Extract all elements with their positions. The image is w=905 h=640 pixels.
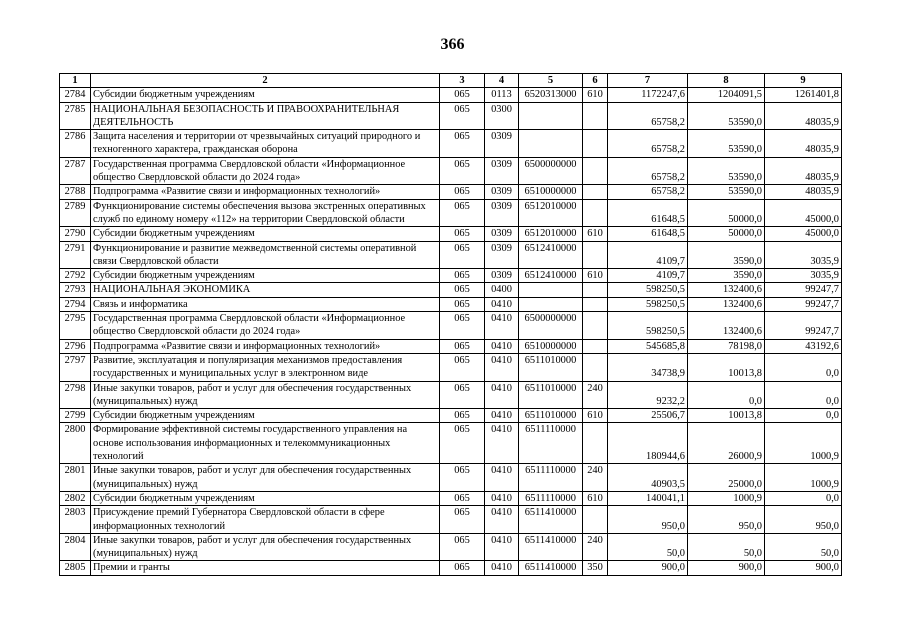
row-name: Развитие, эксплуатация и популяризация механизмов предоставления государственных и муниципальных услуг в электронном виде <box>91 353 440 381</box>
amount-col8: 50,0 <box>688 533 765 561</box>
row-name: Иные закупки товаров, работ и услуг для обеспечения государственных (муниципальных) нужд <box>91 533 440 561</box>
code-ministry: 065 <box>440 269 485 283</box>
amount-col9: 99247,7 <box>765 297 842 311</box>
amount-col9: 45000,0 <box>765 227 842 241</box>
code-expense-type: 610 <box>583 88 608 102</box>
code-expense-type <box>583 130 608 158</box>
table-row <box>60 185 842 199</box>
row-name: Защита населения и территории от чрезвычайных ситуаций природного и техногенного характера, гражданская оборона <box>91 130 440 158</box>
amount-col7: 900,0 <box>608 561 688 575</box>
table-row <box>60 353 842 381</box>
budget-table <box>59 73 842 576</box>
code-ministry: 065 <box>440 241 485 269</box>
row-number: 2791 <box>60 241 91 269</box>
code-expense-type: 610 <box>583 491 608 505</box>
code-expense-type: 610 <box>583 227 608 241</box>
row-name: Субсидии бюджетным учреждениям <box>91 227 440 241</box>
code-ministry: 065 <box>440 185 485 199</box>
row-name: Премии и гранты <box>91 561 440 575</box>
code-section: 0113 <box>485 88 519 102</box>
table-row <box>60 464 842 492</box>
amount-col9: 99247,7 <box>765 283 842 297</box>
amount-col7: 4109,7 <box>608 269 688 283</box>
code-section: 0400 <box>485 283 519 297</box>
row-name: Субсидии бюджетным учреждениям <box>91 491 440 505</box>
amount-col7: 545685,8 <box>608 339 688 353</box>
amount-col8: 26000,9 <box>688 423 765 464</box>
code-target: 6512410000 <box>519 269 583 283</box>
code-section: 0410 <box>485 312 519 340</box>
code-target: 6511010000 <box>519 409 583 423</box>
table-row <box>60 533 842 561</box>
code-expense-type: 610 <box>583 409 608 423</box>
table-row <box>60 409 842 423</box>
code-ministry: 065 <box>440 227 485 241</box>
code-target: 6512410000 <box>519 241 583 269</box>
amount-col7: 4109,7 <box>608 241 688 269</box>
code-target: 6511010000 <box>519 381 583 409</box>
code-target: 6511010000 <box>519 353 583 381</box>
row-name: Государственная программа Свердловской области «Информационное общество Свердловской области до 2024 года» <box>91 157 440 185</box>
table-row <box>60 506 842 534</box>
row-name: Иные закупки товаров, работ и услуг для обеспечения государственных (муниципальных) нужд <box>91 464 440 492</box>
table-row <box>60 381 842 409</box>
code-section: 0309 <box>485 227 519 241</box>
code-expense-type <box>583 157 608 185</box>
code-ministry: 065 <box>440 283 485 297</box>
amount-col9: 43192,6 <box>765 339 842 353</box>
code-ministry: 065 <box>440 506 485 534</box>
amount-col9: 950,0 <box>765 506 842 534</box>
code-expense-type <box>583 353 608 381</box>
table-body <box>60 88 842 575</box>
code-target: 6511110000 <box>519 423 583 464</box>
amount-col7: 25506,7 <box>608 409 688 423</box>
table-row <box>60 241 842 269</box>
amount-col8: 900,0 <box>688 561 765 575</box>
table-row <box>60 312 842 340</box>
amount-col7: 61648,5 <box>608 199 688 227</box>
table-row <box>60 283 842 297</box>
code-target: 6511110000 <box>519 491 583 505</box>
amount-col7: 598250,5 <box>608 283 688 297</box>
amount-col7: 598250,5 <box>608 297 688 311</box>
amount-col9: 48035,9 <box>765 185 842 199</box>
amount-col7: 65758,2 <box>608 185 688 199</box>
row-number: 2784 <box>60 88 91 102</box>
code-target: 6510000000 <box>519 339 583 353</box>
amount-col8: 53590,0 <box>688 102 765 130</box>
code-target <box>519 297 583 311</box>
row-name: Присуждение премий Губернатора Свердловской области в сфере информационных технологий <box>91 506 440 534</box>
amount-col7: 180944,6 <box>608 423 688 464</box>
amount-col8: 50000,0 <box>688 199 765 227</box>
amount-col8: 3590,0 <box>688 241 765 269</box>
amount-col7: 1172247,6 <box>608 88 688 102</box>
code-target <box>519 283 583 297</box>
code-expense-type: 350 <box>583 561 608 575</box>
row-name: Связь и информатика <box>91 297 440 311</box>
amount-col9: 48035,9 <box>765 102 842 130</box>
code-expense-type <box>583 506 608 534</box>
amount-col9: 900,0 <box>765 561 842 575</box>
amount-col9: 3035,9 <box>765 241 842 269</box>
code-target: 6520313000 <box>519 88 583 102</box>
row-name: Иные закупки товаров, работ и услуг для обеспечения государственных (муниципальных) нужд <box>91 381 440 409</box>
code-target: 6510000000 <box>519 185 583 199</box>
amount-col9: 99247,7 <box>765 312 842 340</box>
code-expense-type <box>583 102 608 130</box>
amount-col7: 40903,5 <box>608 464 688 492</box>
code-expense-type <box>583 241 608 269</box>
row-name: Функционирование и развитие межведомственной системы оперативной связи Свердловской области <box>91 241 440 269</box>
row-number: 2802 <box>60 491 91 505</box>
code-ministry: 065 <box>440 491 485 505</box>
amount-col8: 132400,6 <box>688 283 765 297</box>
row-number: 2793 <box>60 283 91 297</box>
row-name: Подпрограмма «Развитие связи и информационных технологий» <box>91 339 440 353</box>
amount-col8: 50000,0 <box>688 227 765 241</box>
code-section: 0410 <box>485 533 519 561</box>
code-section: 0300 <box>485 102 519 130</box>
amount-col8: 950,0 <box>688 506 765 534</box>
row-number: 2795 <box>60 312 91 340</box>
table-row <box>60 491 842 505</box>
amount-col8: 78198,0 <box>688 339 765 353</box>
code-ministry: 065 <box>440 381 485 409</box>
code-section: 0309 <box>485 241 519 269</box>
code-ministry: 065 <box>440 409 485 423</box>
amount-col9: 45000,0 <box>765 199 842 227</box>
code-ministry: 065 <box>440 312 485 340</box>
table-row <box>60 269 842 283</box>
code-target: 6500000000 <box>519 157 583 185</box>
row-number: 2790 <box>60 227 91 241</box>
row-name: НАЦИОНАЛЬНАЯ БЕЗОПАСНОСТЬ И ПРАВООХРАНИТЕЛЬНАЯ ДЕЯТЕЛЬНОСТЬ <box>91 102 440 130</box>
amount-col7: 65758,2 <box>608 130 688 158</box>
amount-col8: 53590,0 <box>688 157 765 185</box>
amount-col9: 0,0 <box>765 381 842 409</box>
amount-col8: 132400,6 <box>688 297 765 311</box>
code-target <box>519 130 583 158</box>
row-number: 2794 <box>60 297 91 311</box>
amount-col8: 1000,9 <box>688 491 765 505</box>
amount-col8: 0,0 <box>688 381 765 409</box>
code-section: 0410 <box>485 561 519 575</box>
amount-col8: 132400,6 <box>688 312 765 340</box>
row-name: Субсидии бюджетным учреждениям <box>91 88 440 102</box>
row-name: Субсидии бюджетным учреждениям <box>91 409 440 423</box>
header-cell: 5 <box>519 74 583 88</box>
code-target: 6511110000 <box>519 464 583 492</box>
code-section: 0309 <box>485 199 519 227</box>
code-section: 0410 <box>485 506 519 534</box>
code-ministry: 065 <box>440 423 485 464</box>
code-section: 0410 <box>485 339 519 353</box>
amount-col9: 48035,9 <box>765 130 842 158</box>
code-expense-type <box>583 283 608 297</box>
table-row <box>60 130 842 158</box>
code-section: 0410 <box>485 409 519 423</box>
amount-col7: 61648,5 <box>608 227 688 241</box>
amount-col7: 65758,2 <box>608 102 688 130</box>
row-number: 2786 <box>60 130 91 158</box>
amount-col8: 25000,0 <box>688 464 765 492</box>
code-target <box>519 102 583 130</box>
amount-col8: 53590,0 <box>688 185 765 199</box>
code-expense-type: 240 <box>583 464 608 492</box>
amount-col9: 50,0 <box>765 533 842 561</box>
amount-col9: 0,0 <box>765 409 842 423</box>
amount-col9: 48035,9 <box>765 157 842 185</box>
amount-col7: 34738,9 <box>608 353 688 381</box>
code-ministry: 065 <box>440 102 485 130</box>
header-cell: 3 <box>440 74 485 88</box>
code-target: 6500000000 <box>519 312 583 340</box>
code-expense-type: 240 <box>583 533 608 561</box>
code-ministry: 065 <box>440 88 485 102</box>
row-name: Функционирование системы обеспечения вызова экстренных оперативных служб по единому номеру «112» на территории Свердловской области <box>91 199 440 227</box>
code-section: 0309 <box>485 185 519 199</box>
code-target: 6511410000 <box>519 506 583 534</box>
code-section: 0410 <box>485 423 519 464</box>
row-number: 2789 <box>60 199 91 227</box>
row-name: Государственная программа Свердловской области «Информационное общество Свердловской области до 2024 года» <box>91 312 440 340</box>
code-section: 0309 <box>485 130 519 158</box>
table-row <box>60 157 842 185</box>
table-row <box>60 339 842 353</box>
code-target: 6511410000 <box>519 533 583 561</box>
amount-col7: 65758,2 <box>608 157 688 185</box>
code-section: 0410 <box>485 353 519 381</box>
row-name: НАЦИОНАЛЬНАЯ ЭКОНОМИКА <box>91 283 440 297</box>
row-number: 2792 <box>60 269 91 283</box>
row-number: 2788 <box>60 185 91 199</box>
amount-col7: 9232,2 <box>608 381 688 409</box>
amount-col8: 10013,8 <box>688 409 765 423</box>
code-section: 0410 <box>485 297 519 311</box>
row-number: 2796 <box>60 339 91 353</box>
code-ministry: 065 <box>440 464 485 492</box>
table-row <box>60 102 842 130</box>
code-target: 6512010000 <box>519 199 583 227</box>
row-number: 2785 <box>60 102 91 130</box>
code-ministry: 065 <box>440 353 485 381</box>
code-expense-type <box>583 423 608 464</box>
code-section: 0410 <box>485 464 519 492</box>
header-cell: 6 <box>583 74 608 88</box>
code-ministry: 065 <box>440 130 485 158</box>
code-expense-type: 240 <box>583 381 608 409</box>
table-row <box>60 423 842 464</box>
code-ministry: 065 <box>440 157 485 185</box>
code-expense-type <box>583 339 608 353</box>
code-expense-type <box>583 199 608 227</box>
row-name: Подпрограмма «Развитие связи и информационных технологий» <box>91 185 440 199</box>
amount-col7: 598250,5 <box>608 312 688 340</box>
code-section: 0309 <box>485 157 519 185</box>
amount-col9: 1000,9 <box>765 423 842 464</box>
header-cell: 9 <box>765 74 842 88</box>
code-section: 0410 <box>485 381 519 409</box>
amount-col9: 0,0 <box>765 353 842 381</box>
row-number: 2797 <box>60 353 91 381</box>
amount-col7: 50,0 <box>608 533 688 561</box>
code-target: 6511410000 <box>519 561 583 575</box>
header-cell: 1 <box>60 74 91 88</box>
amount-col9: 1000,9 <box>765 464 842 492</box>
row-number: 2800 <box>60 423 91 464</box>
table-row <box>60 561 842 575</box>
code-ministry: 065 <box>440 533 485 561</box>
amount-col7: 950,0 <box>608 506 688 534</box>
header-cell: 7 <box>608 74 688 88</box>
amount-col8: 1204091,5 <box>688 88 765 102</box>
amount-col8: 3590,0 <box>688 269 765 283</box>
table-row <box>60 88 842 102</box>
header-cell: 4 <box>485 74 519 88</box>
amount-col7: 140041,1 <box>608 491 688 505</box>
row-number: 2787 <box>60 157 91 185</box>
table-row <box>60 199 842 227</box>
code-ministry: 065 <box>440 339 485 353</box>
row-number: 2801 <box>60 464 91 492</box>
amount-col8: 10013,8 <box>688 353 765 381</box>
code-ministry: 065 <box>440 561 485 575</box>
code-ministry: 065 <box>440 297 485 311</box>
amount-col9: 3035,9 <box>765 269 842 283</box>
code-expense-type: 610 <box>583 269 608 283</box>
row-number: 2803 <box>60 506 91 534</box>
table-row <box>60 297 842 311</box>
code-ministry: 065 <box>440 199 485 227</box>
code-expense-type <box>583 312 608 340</box>
row-number: 2804 <box>60 533 91 561</box>
amount-col9: 1261401,8 <box>765 88 842 102</box>
header-row <box>60 74 842 88</box>
row-number: 2805 <box>60 561 91 575</box>
header-cell: 8 <box>688 74 765 88</box>
row-number: 2798 <box>60 381 91 409</box>
row-number: 2799 <box>60 409 91 423</box>
row-name: Формирование эффективной системы государственного управления на основе использования информационных и телекоммуникационных технологий <box>91 423 440 464</box>
code-section: 0309 <box>485 269 519 283</box>
table-row <box>60 227 842 241</box>
row-name: Субсидии бюджетным учреждениям <box>91 269 440 283</box>
code-expense-type <box>583 297 608 311</box>
amount-col9: 0,0 <box>765 491 842 505</box>
amount-col8: 53590,0 <box>688 130 765 158</box>
code-expense-type <box>583 185 608 199</box>
header-cell: 2 <box>91 74 440 88</box>
code-target: 6512010000 <box>519 227 583 241</box>
page-number: 366 <box>440 36 465 53</box>
code-section: 0410 <box>485 491 519 505</box>
